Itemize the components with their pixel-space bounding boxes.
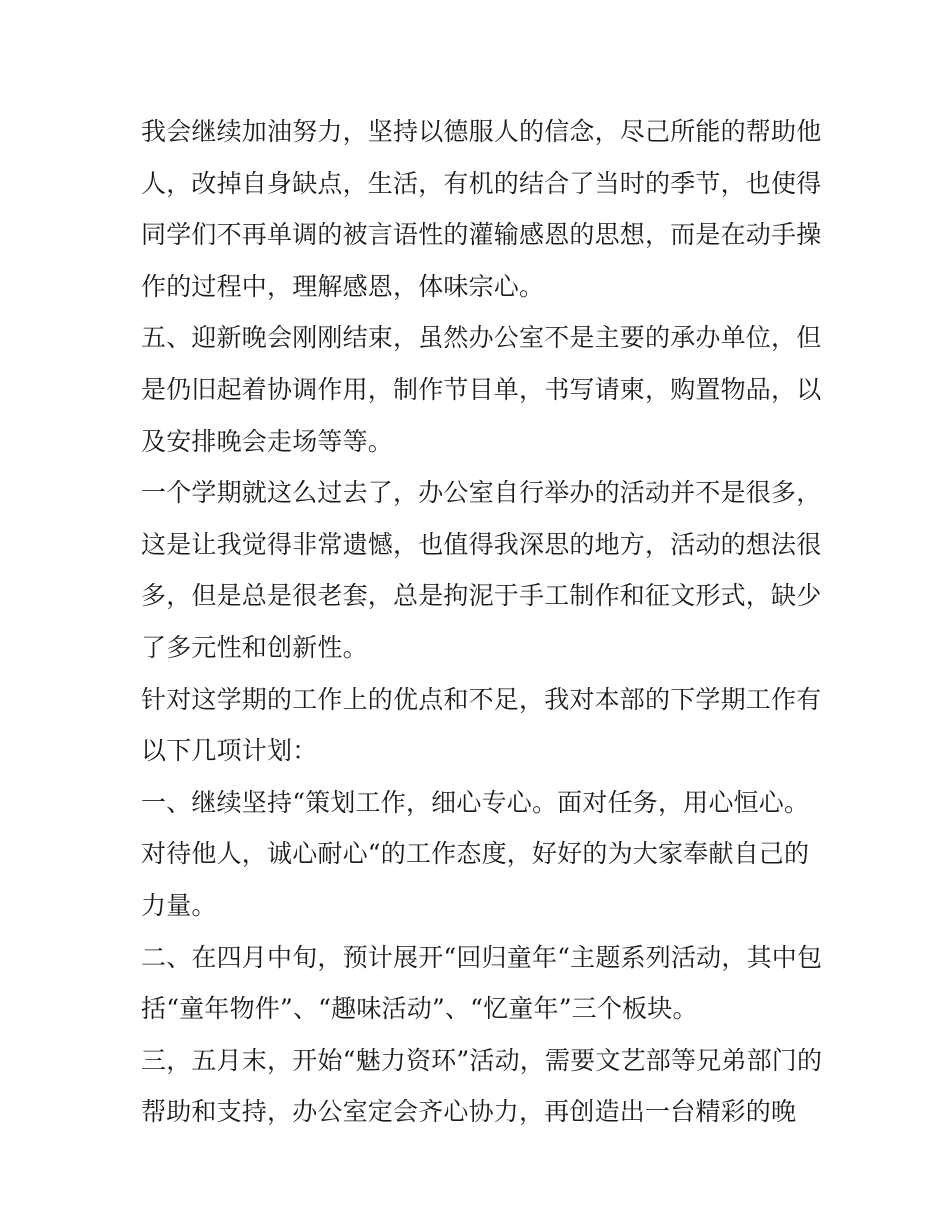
text-line: 三，五月末，开始“魅力资环”活动，需要文艺部等兄弟部门的 <box>141 1045 823 1075</box>
text-line: 这是让我觉得非常遗憾，也值得我深思的地方，活动的想法很 <box>141 529 822 559</box>
text-line: 多，但是总是很老套，总是拘泥于手工制作和征文形式，缺少 <box>141 581 822 611</box>
text-line: 二、在四月中旬，预计展开“回归童年“主题系列活动，其中包 <box>141 942 823 972</box>
text-line: 一、继续坚持“策划工作，细心专心。面对任务，用心恒心。 <box>141 787 810 817</box>
text-line: 作的过程中，理解感恩，体味宗心。 <box>141 271 545 301</box>
text-line: 针对这学期的工作上的优点和不足，我对本部的下学期工作有 <box>141 684 822 714</box>
text-line: 一个学期就这么过去了，办公室自行举办的活动并不是很多， <box>141 478 822 508</box>
document-body <box>141 106 823 1138</box>
text-line: 括“童年物件”、“趣味活动”、“忆童年”三个板块。 <box>141 994 698 1024</box>
text-line: 了多元性和创新性。 <box>141 632 368 662</box>
text-line: 五、迎新晚会刚刚结束，虽然办公室不是主要的承办单位，但 <box>141 323 822 353</box>
text-line: 是仍旧起着协调作用，制作节目单，书写请柬，购置物品，以 <box>141 374 822 404</box>
text-line: 帮助和支持，办公室定会齐心协力，再创造出一台精彩的晚 <box>141 1097 797 1127</box>
text-line: 同学们不再单调的被言语性的灌输感恩的思想，而是在动手操 <box>141 220 822 250</box>
text-line: 力量。 <box>141 890 217 920</box>
text-line: 对待他人，诚心耐心“的工作态度，好好的为大家奉献自己的 <box>141 839 810 869</box>
text-line: 人，改掉自身缺点，生活，有机的结合了当时的季节，也使得 <box>141 168 822 198</box>
text-line: 及安排晚会走场等等。 <box>141 426 394 456</box>
text-line: 我会继续加油努力，坚持以德服人的信念，尽己所能的帮助他 <box>141 117 822 146</box>
text-line: 以下几项计划： <box>141 736 318 766</box>
